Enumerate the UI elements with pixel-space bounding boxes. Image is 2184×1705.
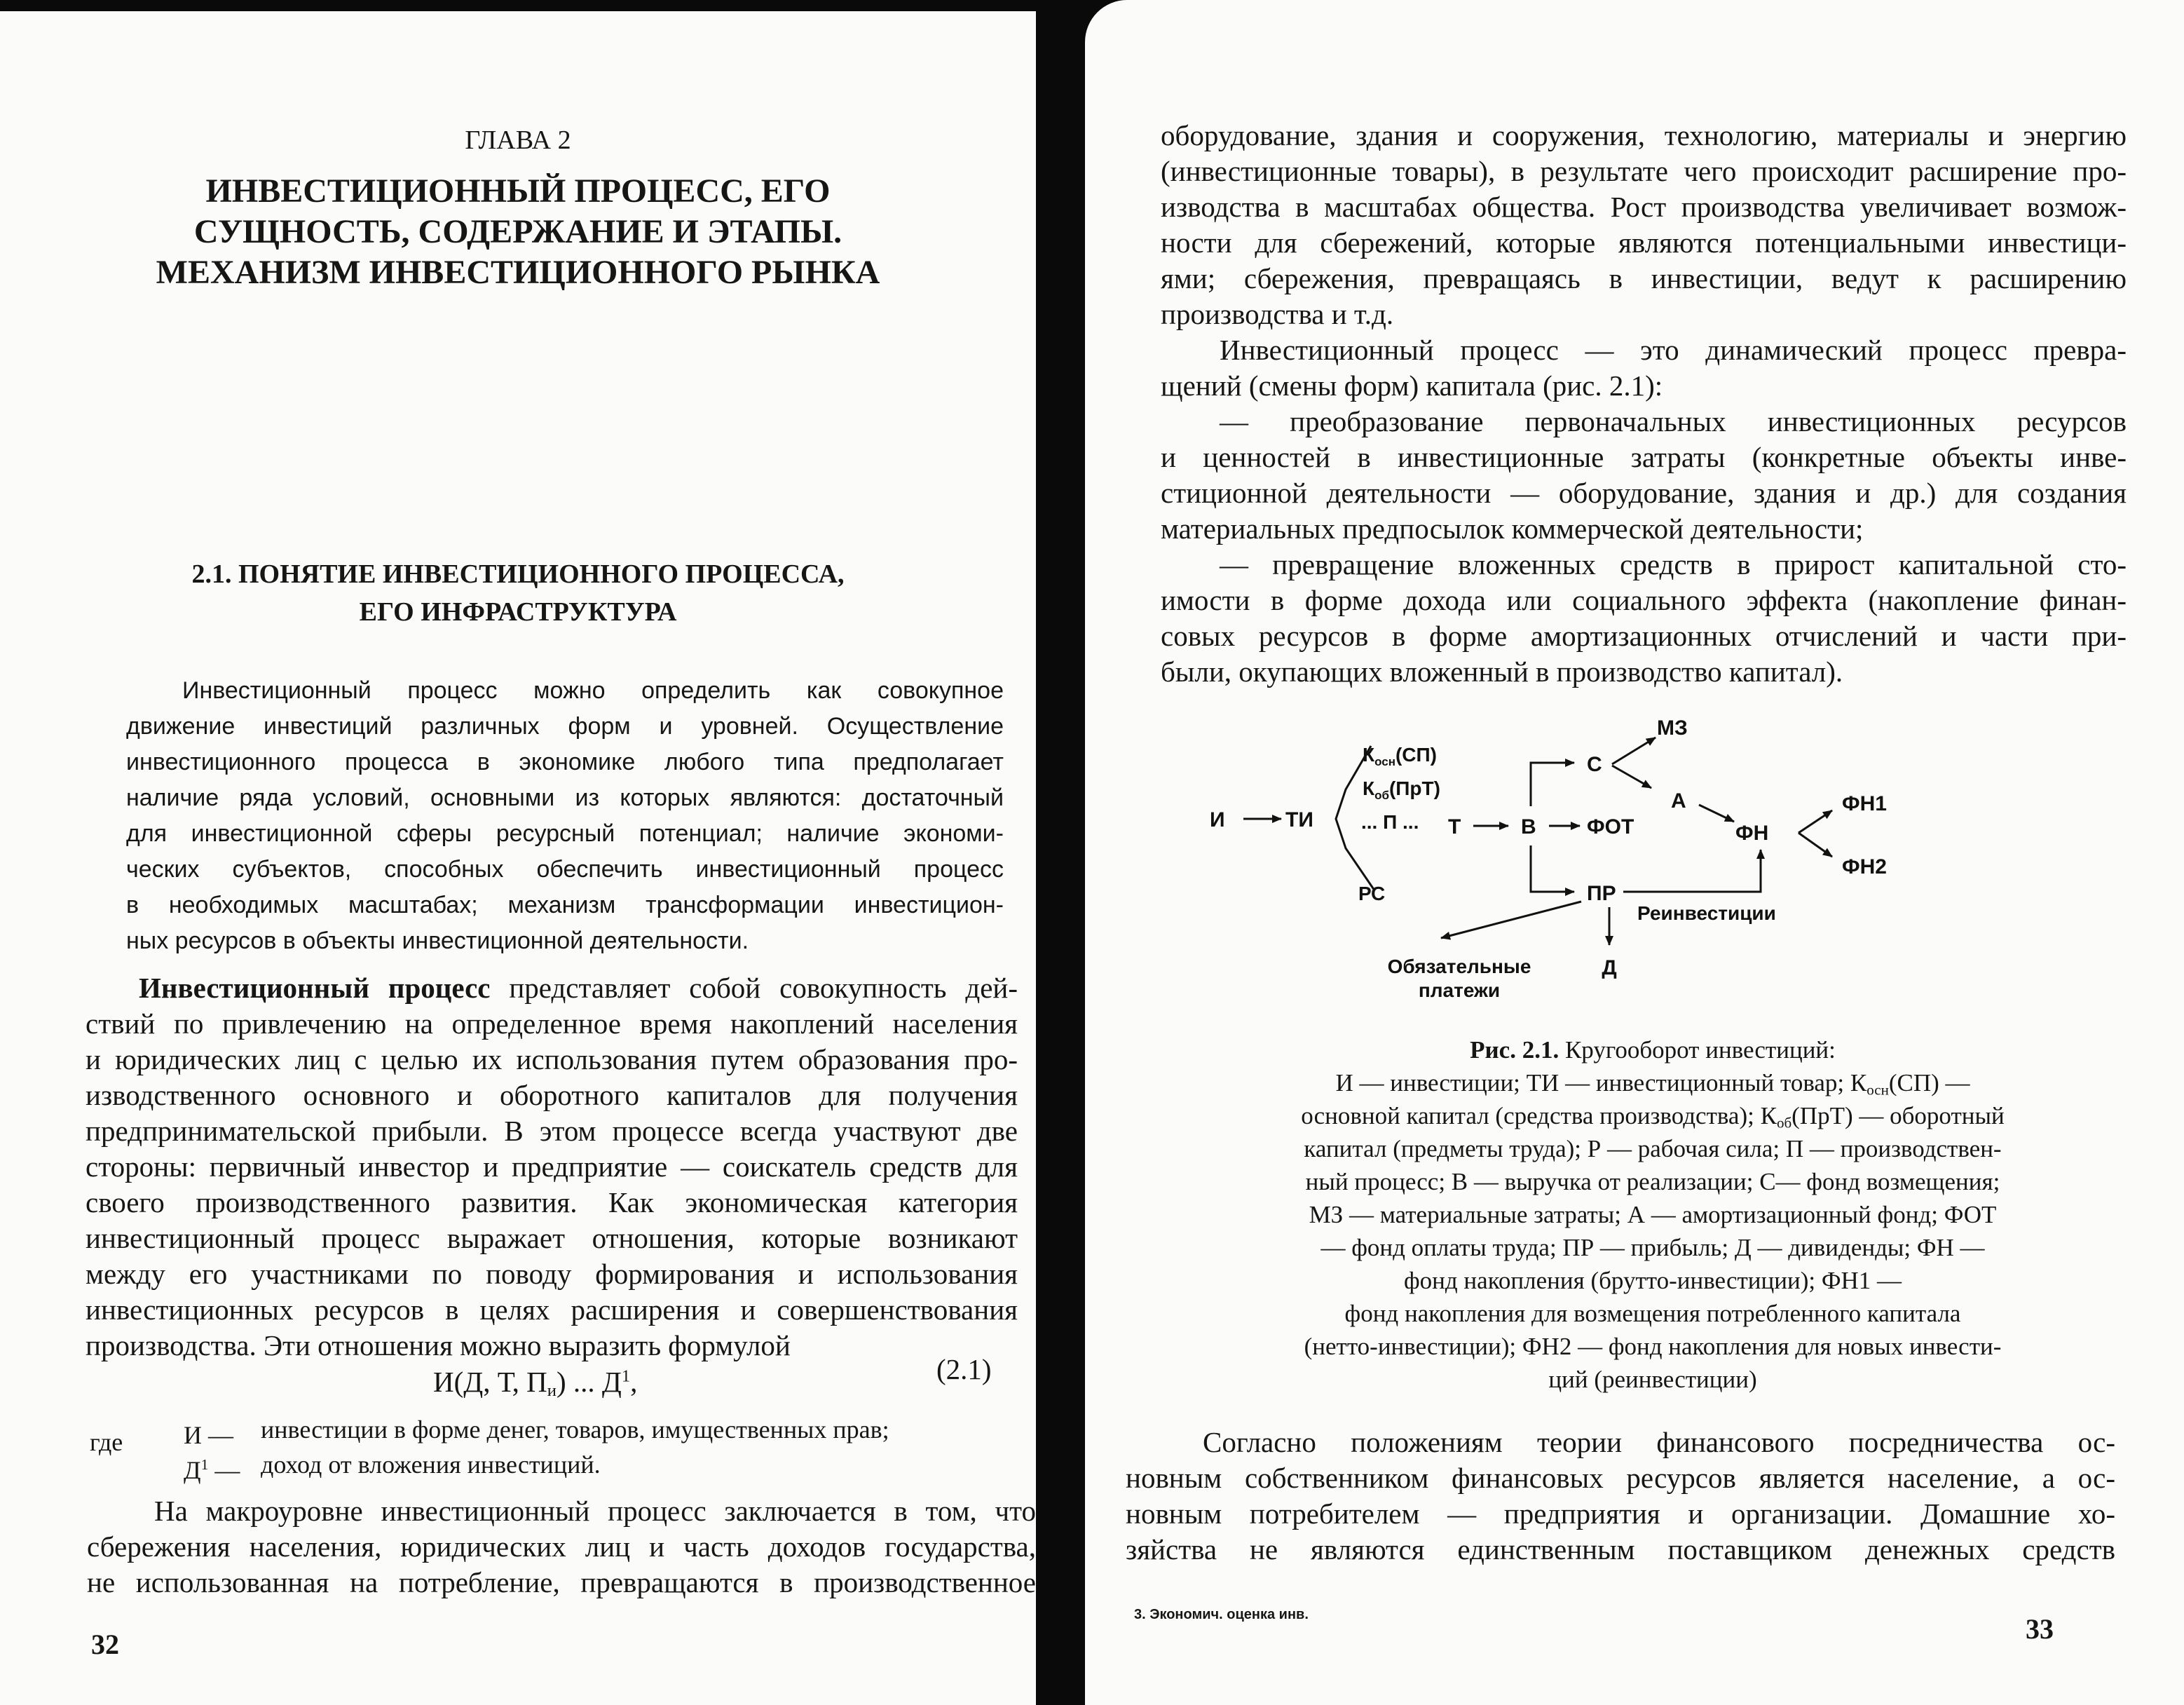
caption-title bbox=[1288, 1033, 2017, 1066]
right-page bbox=[1085, 0, 2184, 1705]
chapter-title bbox=[0, 171, 1036, 293]
label-d: Д bbox=[1602, 956, 1617, 979]
caption-line: ный процесс; В — выручка от реализации; С— фонд возмещения; bbox=[1305, 1168, 2000, 1195]
intro-paragraph bbox=[126, 673, 1004, 959]
body-paragraph bbox=[86, 970, 1018, 1364]
section-title-line: 2.1. ПОНЯТИЕ ИНВЕСТИЦИОННОГО ПРОЦЕССА, bbox=[191, 559, 845, 589]
text-line: производства. Эти отношения можно выразить формулой bbox=[86, 1329, 791, 1361]
formula-text: , bbox=[630, 1366, 638, 1398]
arrow-fn-fn1 bbox=[1799, 810, 1832, 833]
investment-circulation-diagram bbox=[1203, 707, 2114, 1022]
term-bold: Инвестиционный процесс bbox=[139, 972, 491, 1004]
figure-caption bbox=[1288, 1033, 2017, 1396]
arrow-v-pr bbox=[1531, 845, 1574, 892]
text-line: ями; сбережения, превращаясь в инвестиции, ведут к расширению bbox=[1161, 262, 2127, 294]
label-oblig-1: Обязательные bbox=[1387, 956, 1531, 977]
label-mz: МЗ bbox=[1657, 716, 1688, 740]
k-osn-tail: (СП) bbox=[1395, 744, 1437, 766]
chapter-title-line: СУЩНОСТЬ, СОДЕРЖАНИЕ И ЭТАПЫ. bbox=[193, 213, 842, 250]
formula-text: И(Д, Т, П bbox=[433, 1366, 547, 1398]
left-page bbox=[0, 11, 1036, 1705]
where-definition: инвестиции в форме денег, товаров, имущественных прав; bbox=[261, 1415, 889, 1444]
formula-text: ) ... Д bbox=[556, 1366, 622, 1398]
caption-sub: об bbox=[1776, 1114, 1792, 1132]
caption-line: ций (реинвестиции) bbox=[1548, 1366, 1757, 1393]
text-line: изводства в масштабах общества. Рост производства увеличивает возмож- bbox=[1161, 191, 2127, 223]
formula-sup: 1 bbox=[621, 1366, 631, 1386]
text-line: щений (смены форм) капитала (рис. 2.1): bbox=[1161, 369, 1663, 402]
text-line: — превращение вложенных средств в прирост капитальной сто- bbox=[1220, 548, 2127, 580]
text-line: и ценностей в инвестиционные затраты (конкретные объекты инве- bbox=[1161, 441, 2127, 473]
formula-sub: и bbox=[547, 1381, 557, 1401]
caption-text: основной капитал (средства производства); К bbox=[1301, 1102, 1777, 1129]
caption-line bbox=[1288, 1066, 2017, 1099]
text-line: (инвестиционные товары), в результате чего происходит расширение про- bbox=[1161, 155, 2127, 187]
chapter-title-line: МЕХАНИЗМ ИНВЕСТИЦИОННОГО РЫНКА bbox=[156, 254, 880, 291]
text-line: в необходимых масштабах; механизм трансформации инвестицион- bbox=[126, 892, 1004, 918]
text-line: своего производственного развития. Как экономическая категория bbox=[86, 1186, 1018, 1218]
arrow-pr-oblig bbox=[1441, 902, 1581, 938]
text-line: производства и т.д. bbox=[1161, 298, 1394, 330]
caption-line: (нетто-инвестиции); ФН2 — фонд накопления для новых инвести- bbox=[1304, 1333, 2002, 1360]
label-v: В bbox=[1521, 815, 1536, 838]
k-ob-tail: (ПрТ) bbox=[1388, 777, 1440, 799]
section-title-line: ЕГО ИНФРАСТРУКТУРА bbox=[359, 597, 677, 627]
text-line: Инвестиционный процесс — это динамический процесс превра- bbox=[1220, 334, 2127, 366]
label-rs: РС bbox=[1358, 883, 1386, 904]
text-line bbox=[86, 970, 1018, 1006]
text-line: изводственного основного и оборотного капиталов для получения bbox=[86, 1079, 1018, 1111]
chapter-label: ГЛАВА 2 bbox=[465, 125, 571, 155]
text-line: сбережения населения, юридических лиц и часть доходов государства, bbox=[87, 1530, 1036, 1563]
section-title bbox=[0, 555, 1036, 631]
text-line: не использованная на потребление, превращаются в производственное bbox=[87, 1566, 1036, 1598]
text-span: представляет собой совокупность дей- bbox=[490, 972, 1018, 1004]
chapter-title-line: ИНВЕСТИЦИОННЫЙ ПРОЦЕСС, ЕГО bbox=[205, 172, 831, 210]
caption-text: (СП) — bbox=[1888, 1069, 1970, 1096]
text-line: имости в форме дохода или социального эффекта (накопление финан- bbox=[1161, 584, 2127, 616]
caption-text: И — инвестиции; ТИ — инвестиционный товар; К bbox=[1335, 1069, 1867, 1096]
label-ti: ТИ bbox=[1285, 808, 1313, 831]
text-line: ческих субъектов, способных обеспечить инвестиционный процесс bbox=[126, 856, 1004, 883]
formula bbox=[433, 1364, 637, 1400]
text-line: — преобразование первоначальных инвестиционных ресурсов bbox=[1220, 405, 2127, 437]
text-line: стиционной деятельности — оборудование, здания и др.) для создания bbox=[1161, 477, 2127, 509]
k-ob-sub: об bbox=[1374, 789, 1389, 802]
text-line: между его участниками по поводу формирования и использования bbox=[86, 1258, 1018, 1290]
label-fn1: ФН1 bbox=[1842, 792, 1887, 815]
text-line: новным потребителем — предприятия и организации. Домашние хо- bbox=[1126, 1497, 2115, 1530]
label-fn2: ФН2 bbox=[1842, 855, 1887, 878]
body-paragraph bbox=[87, 1493, 1036, 1601]
text-line: инвестиционный процесс выражает отношения, которые возникают bbox=[86, 1222, 1018, 1254]
text-line: ных ресурсов в объекты инвестиционной деятельности. bbox=[126, 928, 749, 954]
text-line: оборудование, здания и сооружения, технологию, материалы и энергию bbox=[1161, 119, 2127, 151]
symbol-text: — bbox=[208, 1456, 240, 1484]
arrow-pr-fn bbox=[1623, 850, 1761, 892]
text-line: совых ресурсов в форме амортизационных отчислений и части при- bbox=[1161, 620, 2127, 652]
text-line: инвестиционных ресурсов в целях расширения и совершенствования bbox=[86, 1293, 1018, 1326]
caption-line bbox=[1288, 1099, 2017, 1132]
caption-text: (ПрТ) — оборотный bbox=[1791, 1102, 2005, 1129]
page-number: 32 bbox=[91, 1629, 119, 1660]
where-symbol: И — bbox=[184, 1421, 233, 1449]
text-line: для инвестиционной сферы ресурсный потенциал; наличие экономи- bbox=[126, 820, 1004, 847]
text-line: стороны: первичный инвестор и предприятие — соискатель средств для bbox=[86, 1150, 1018, 1183]
label-a: А bbox=[1671, 789, 1686, 813]
text-line: зяйства не являются единственным поставщиком денежных средств bbox=[1126, 1533, 2115, 1565]
text-line: Инвестиционный процесс можно определить как совокупное bbox=[182, 677, 1004, 704]
text-line: материальных предпосылок коммерческой деятельности; bbox=[1161, 512, 1864, 545]
where-definition: доход от вложения инвестиций. bbox=[261, 1451, 601, 1479]
label-pr: ПР bbox=[1587, 882, 1616, 905]
body-paragraph bbox=[1161, 118, 2127, 690]
label-oblig-2: платежи bbox=[1418, 979, 1501, 1001]
arrow-v-s bbox=[1531, 763, 1574, 806]
text-line: ствий по привлечению на определенное время накоплений населения bbox=[86, 1007, 1018, 1040]
text-line: Согласно положениям теории финансового посредничества ос- bbox=[1203, 1426, 2115, 1458]
k-base: К bbox=[1363, 744, 1375, 766]
symbol-sup: 1 bbox=[200, 1456, 209, 1474]
label-reinvest: Реинвестиции bbox=[1637, 902, 1776, 924]
arrow-s-mz bbox=[1612, 738, 1656, 764]
caption-sub: осн bbox=[1866, 1081, 1889, 1099]
formula-number: (2.1) bbox=[936, 1353, 992, 1385]
arrow-s-a bbox=[1612, 766, 1651, 788]
text-line: новным собственником финансовых ресурсов является население, а ос- bbox=[1126, 1462, 2115, 1494]
where-symbol bbox=[184, 1454, 240, 1486]
symbol-text: Д bbox=[184, 1456, 201, 1484]
label-k-ob bbox=[1363, 777, 1440, 802]
caption-line: фонд накопления (брутто-инвестиции); ФН1 — bbox=[1403, 1267, 1902, 1294]
label-i: И bbox=[1210, 808, 1225, 831]
body-paragraph bbox=[1126, 1425, 2115, 1568]
k-base: К bbox=[1363, 777, 1375, 799]
text-line: предпринимательской прибыли. В этом процессе всегда участвуют две bbox=[86, 1115, 1018, 1147]
label-fot: ФОТ bbox=[1587, 815, 1634, 838]
text-line: инвестиционного процесса в экономике любого типа предполагает bbox=[126, 749, 1004, 775]
caption-text: Кругооборот инвестиций: bbox=[1559, 1036, 1836, 1064]
caption-label: Рис. 2.1. bbox=[1470, 1036, 1559, 1064]
page-number: 33 bbox=[2026, 1613, 2054, 1645]
text-line: движение инвестиций различных форм и уровней. Осуществление bbox=[126, 713, 1004, 740]
k-osn-sub: осн bbox=[1374, 755, 1395, 768]
arrow-a-fn bbox=[1699, 805, 1734, 822]
caption-line: — фонд оплаты труда; ПР — прибыль; Д — дивиденды; ФН — bbox=[1320, 1234, 1985, 1261]
caption-line: МЗ — материальные затраты; А — амортизационный фонд; ФОТ bbox=[1309, 1201, 1997, 1228]
text-line: и юридических лиц с целью их использования путем образования про- bbox=[86, 1043, 1018, 1075]
caption-line: капитал (предметы труда); Р — рабочая сила; П — производствен- bbox=[1304, 1135, 2002, 1162]
caption-line: фонд накопления для возмещения потребленного капитала bbox=[1344, 1300, 1961, 1327]
text-line: были, окупающих вложенный в производство капитал). bbox=[1161, 655, 1843, 688]
label-fn: ФН bbox=[1735, 822, 1769, 845]
arrow-fn-fn2 bbox=[1799, 833, 1832, 857]
text-line: наличие ряда условий, основными из которых являются: достаточный bbox=[126, 784, 1004, 811]
text-line: ности для сбережений, которые являются потенциальными инвестици- bbox=[1161, 226, 2127, 259]
label-k-osn bbox=[1363, 744, 1437, 768]
label-t: Т bbox=[1448, 815, 1461, 838]
label-s: С bbox=[1587, 753, 1602, 776]
footnote: 3. Экономич. оценка инв. bbox=[1134, 1607, 1309, 1622]
text-line: На макроуровне инвестиционный процесс заключается в том, что bbox=[154, 1495, 1036, 1527]
label-p: ... П ... bbox=[1361, 811, 1419, 833]
where-label: где bbox=[90, 1428, 123, 1456]
